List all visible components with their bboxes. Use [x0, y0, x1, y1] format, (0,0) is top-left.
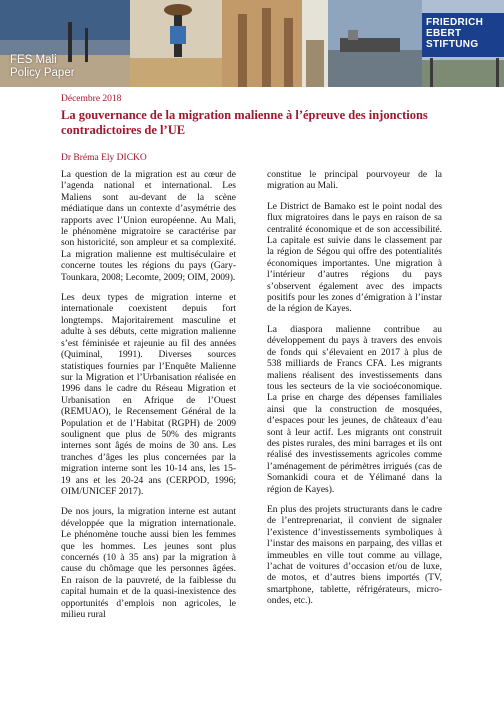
fes-logo	[422, 13, 504, 57]
author-name: Dr Bréma Ely DICKO	[61, 153, 147, 163]
series-title-line2: Policy Paper	[10, 67, 75, 79]
document-title: La gouvernance de la migration malienne à l’épreuve des injonctions contradictoires de l’UE	[61, 108, 428, 137]
paragraph: La diaspora malienne contribue au développement du pays à travers des envois de fonds qui s’élevaient en 2017 à plus de 538 milliards de Francs CFA. Les migrants maliens réalisent des investissements dans tous les secteurs de la vie socioéconomique. La prise en charge des dépenses familiales ainsi que la construction de mosquées, d’espaces pour les jeunes, de châteaux d’eau sont à leur actif. Les migrants ont construit des pistes rurales, des mini barrages et ils ont réalisé des investissements agricoles comme l’aménagement de périmètres irrigués (cas de Somankidi coura et de Yélimané dans la région de Kayes).	[267, 324, 442, 495]
paragraph: La question de la migration est au cœur de l’agenda national et international. Les Maliens sont au-devant de la scène médiatique dans un contexte d’asymétrie des rapports avec l’Union européenne. Au Mali, le phénomène migratoire se caractérise par son historicité, son ampleur et sa complexité. La migration malienne est multiséculaire et concerne toutes les régions du pays (Gary-Tounkara, 2008; Lecomte, 2009; OIM, 2009).	[61, 170, 236, 283]
paragraph: Le District de Bamako est le point nodal des flux migratoires dans le pays en raison de sa centralité économique et de son accessibilité. La capitale est suivie dans le classement par la région de Ségou qui offre des potentialités économiques importantes. Une migration à l’intérieur d’autres régions du pays s’observent également avec des impacts positifs pour les zones d’émigration à l’instar de la région de Kayes.	[267, 201, 442, 315]
body-column-right	[267, 170, 442, 617]
paragraph: Les deux types de migration interne et internationale coexistent depuis fort longtemps. Majoritairement masculine et adulte à ses débuts, cette migration malienne s’est féminisée et rajeunie au fil des années (Quiminal, 1991). Diverses sources statistiques fournies par l’Enquête Malienne sur la Migration et l’Urbanisation réalisée en 1996 dans le cadre du Réseau Migration et Urbanisation en Afrique de l’Ouest (REMUAO), le Recensement Général de la Population et de l’Habitat (RGPH) de 2009 soulignent que plus de 50% des migrants internes sont âgés de moins de 30 ans. Les tranches d’âges les plus concernées par la migration interne sont les 10-14 ans, les 15-19 ans et les 20-24 ans (CERPOD, 1996; OIM/UNICEF 2017).	[61, 293, 236, 497]
paragraph: En plus des projets structurants dans le cadre de l’entreprenariat, il convient de signaler l’existence d’investissements symboliques à l’instar des maisons en parpaing, des villas et immeubles en ville tout comme au village, l’achat de voitures d’occasion et/ou de luxe, de motos, et d’autres biens importés (TV, smartphone, tablette, réfrigérateurs, micro-ondes, etc.).	[267, 504, 442, 607]
paragraph: De nos jours, la migration interne est autant développée que la migration internationale. Le phénomène touche aussi bien les femmes que les hommes. Les jeunes sont plus concernés (10 à 35 ans) par la migration à cause du chômage que les personnes âgées. En raison de la pauvreté, de la faiblesse du capital humain et de la quasi-inexistence des opportunités d’emplois non agricoles, le milieu rural	[61, 507, 236, 621]
logo-line-3: STIFTUNG	[426, 39, 479, 50]
series-title-line1: FES Mali	[10, 54, 57, 66]
paragraph: constitue le principal pourvoyeur de la migration au Mali.	[267, 170, 442, 192]
logo-line-2: EBERT	[426, 28, 462, 39]
publication-date: Décembre 2018	[61, 94, 122, 104]
logo-line-1: FRIEDRICH	[426, 17, 484, 28]
body-column-left	[61, 170, 236, 630]
header-banner	[0, 0, 504, 87]
